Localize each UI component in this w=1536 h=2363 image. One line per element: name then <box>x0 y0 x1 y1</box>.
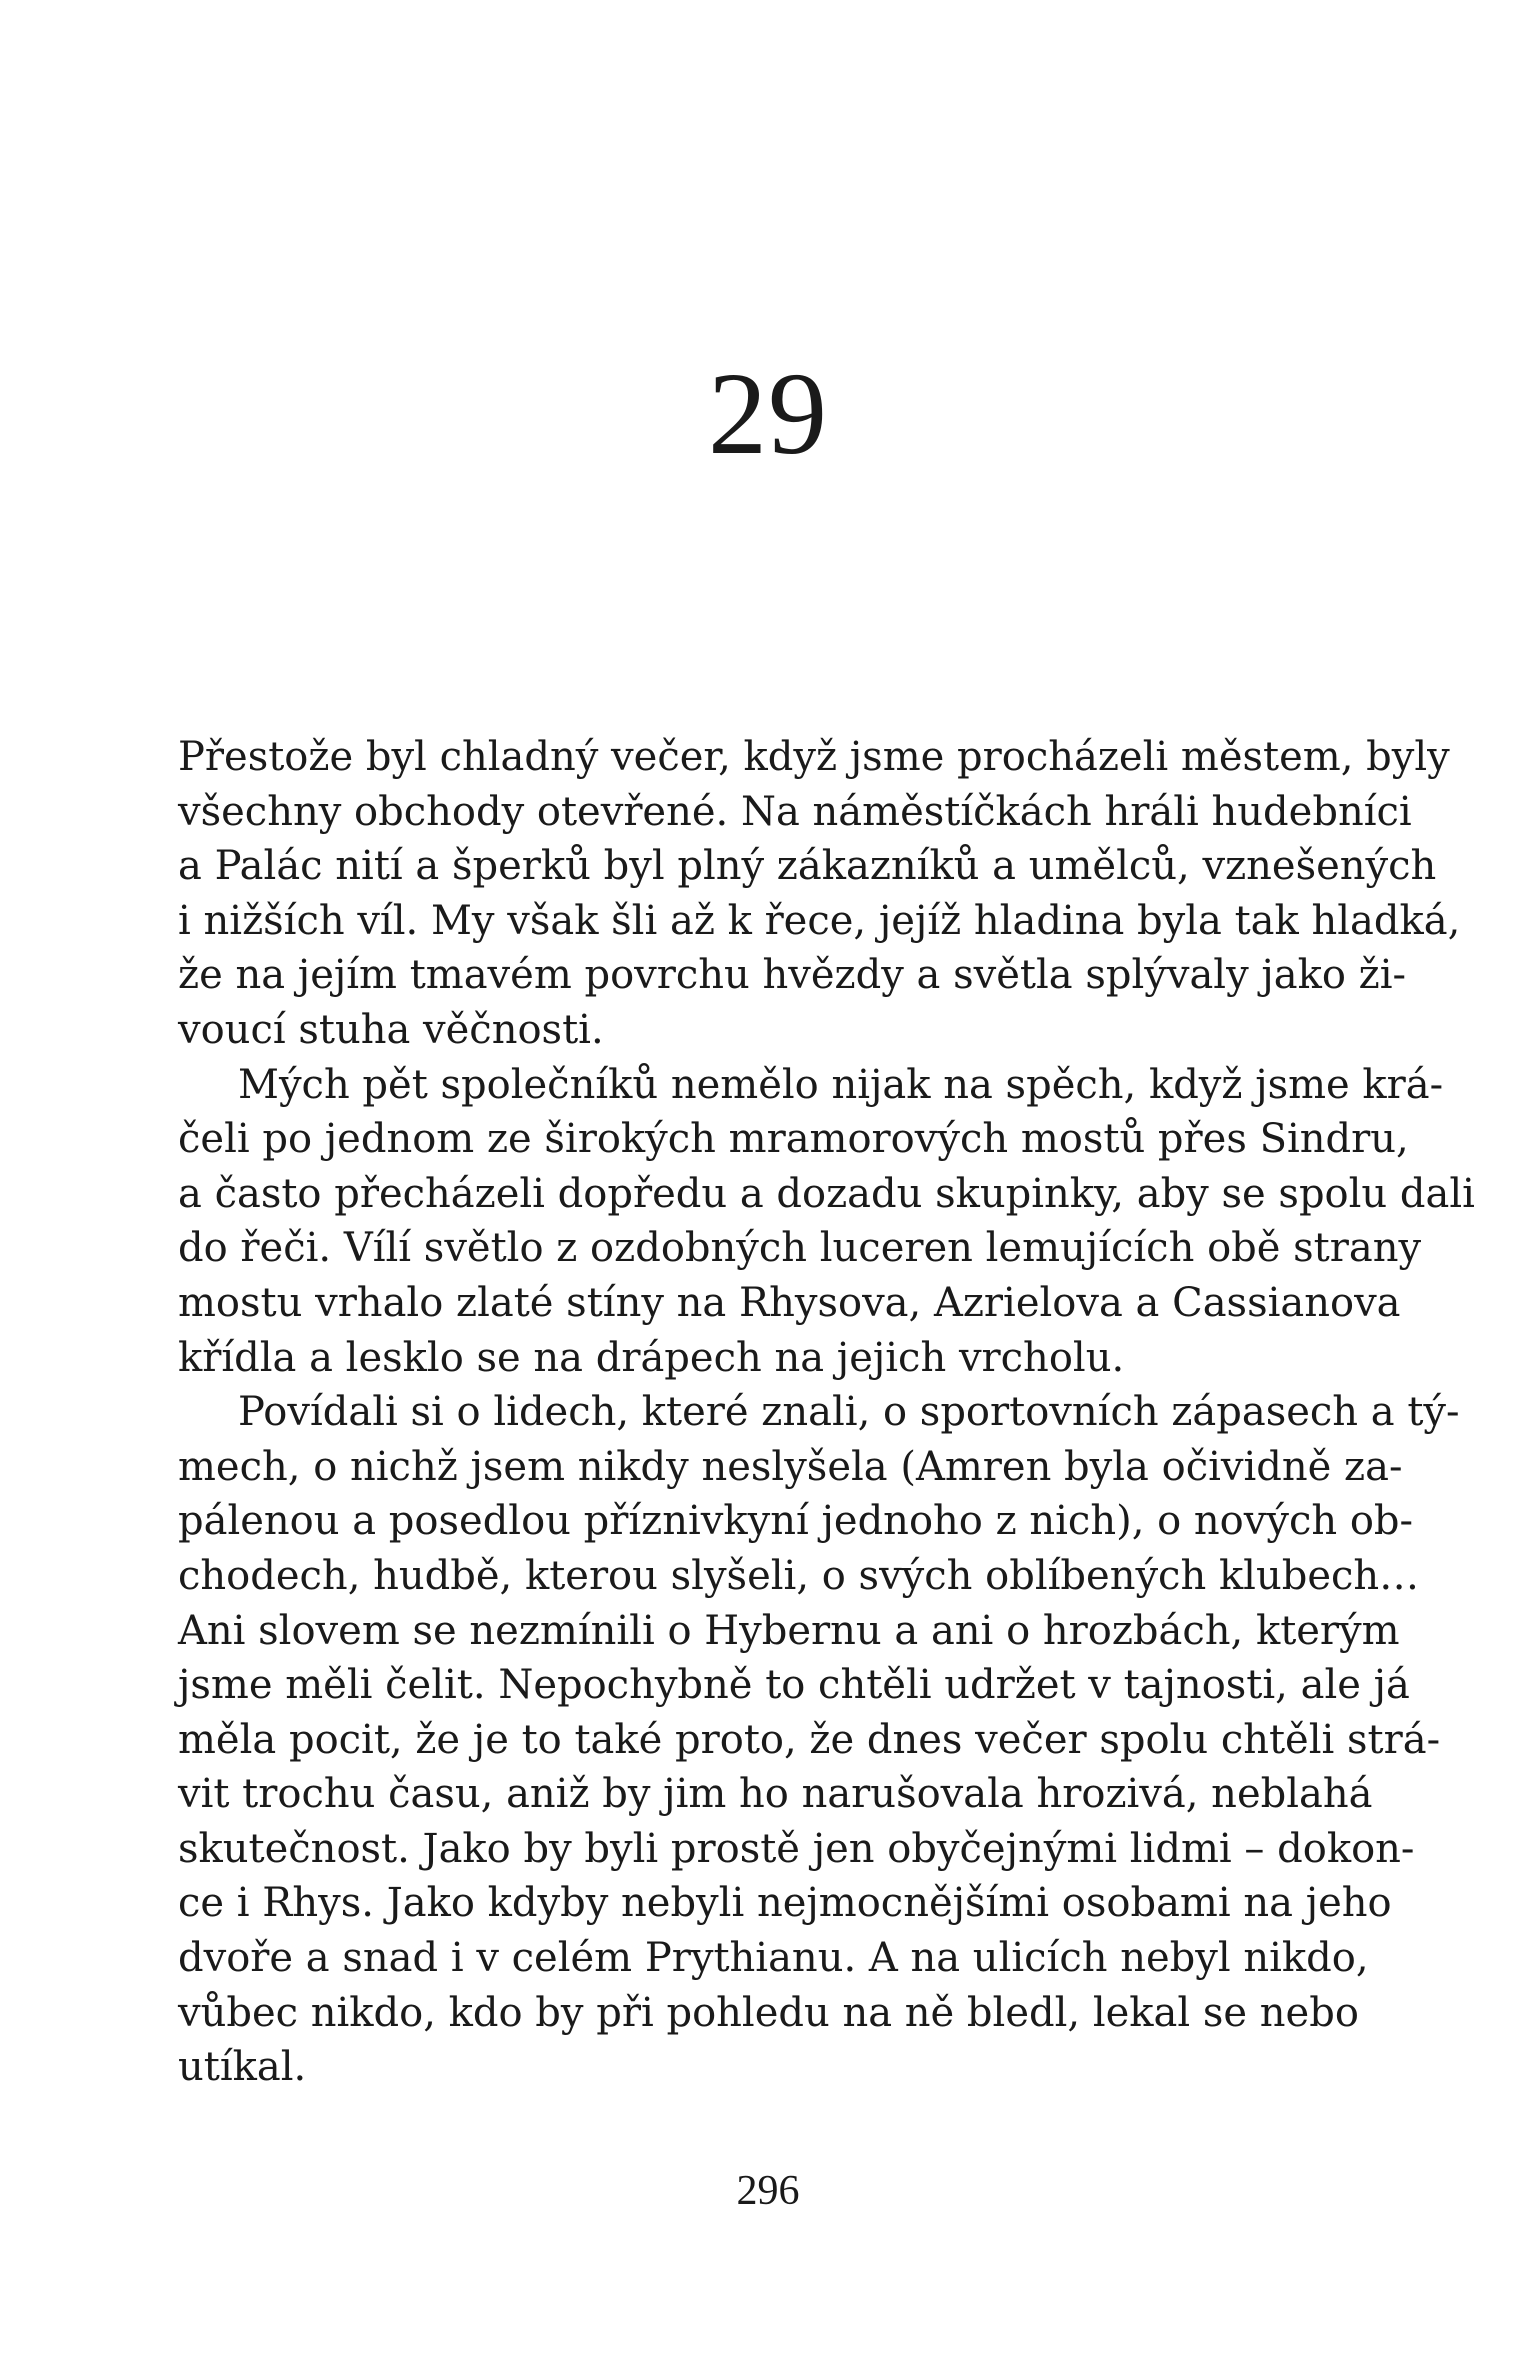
text-line: ce i Rhys. Jako kdyby nebyli nejmocnějšími osobami na jeho <box>178 1880 1392 1927</box>
text-line: vůbec nikdo, kdo by při pohledu na ně bledl, lekal se nebo <box>178 1989 1359 2036</box>
text-line: skutečnost. Jako by byli prostě jen obyčejnými lidmi – dokon- <box>178 1825 1415 1872</box>
page-number: 296 <box>736 2168 800 2214</box>
text-line: a často přecházeli dopředu a dozadu skupinky, aby se spolu dali <box>178 1170 1475 1217</box>
text-line: jsme měli čelit. Nepochybně to chtěli udržet v tajnosti, ale já <box>178 1662 1410 1709</box>
text-line: dvoře a snad i v celém Prythianu. A na ulicích nebyl nikdo, <box>178 1935 1369 1982</box>
chapter-number: 29 <box>708 348 828 479</box>
text-line: mech, o nichž jsem nikdy neslyšela (Amren byla očividně za- <box>178 1443 1403 1490</box>
text-line: měla pocit, že je to také proto, že dnes večer spolu chtěli strá- <box>178 1716 1441 1763</box>
text-line: Mých pět společníků nemělo nijak na spěch, když jsme krá- <box>238 1061 1444 1108</box>
text-line: vit trochu času, aniž by jim ho narušovala hrozivá, neblahá <box>178 1771 1373 1818</box>
text-line: Ani slovem se nezmínili o Hybernu a ani o hrozbách, kterým <box>178 1607 1400 1654</box>
text-line: voucí stuha věčnosti. <box>178 1006 604 1053</box>
body-text <box>178 730 1475 2095</box>
text-line: chodech, hudbě, kterou slyšeli, o svých oblíbených klubech… <box>178 1552 1420 1599</box>
text-line: a Palác nití a šperků byl plný zákazníků a umělců, vznešených <box>178 843 1437 890</box>
text-line: Povídali si o lidech, které znali, o sportovních zápasech a tý- <box>238 1389 1460 1436</box>
text-line: pálenou a posedlou příznivkyní jednoho z nich), o nových ob- <box>178 1498 1414 1545</box>
text-line: všechny obchody otevřené. Na náměstíčkách hráli hudebníci <box>178 788 1412 835</box>
text-line: mostu vrhalo zlaté stíny na Rhysova, Azrielova a Cassianova <box>178 1279 1401 1326</box>
text-line: že na jejím tmavém povrchu hvězdy a světla splývaly jako ži- <box>178 952 1407 999</box>
text-line: křídla a lesklo se na drápech na jejich vrcholu. <box>178 1334 1125 1381</box>
text-line: utíkal. <box>178 2044 307 2091</box>
text-line: i nižších víl. My však šli až k řece, jejíž hladina byla tak hladká, <box>178 897 1461 944</box>
text-line: Přestože byl chladný večer, když jsme procházeli městem, byly <box>178 734 1450 780</box>
text-line: čeli po jednom ze širokých mramorových mostů přes Sindru, <box>178 1116 1409 1163</box>
text-line: do řeči. Vílí světlo z ozdobných luceren lemujících obě strany <box>178 1225 1422 1272</box>
